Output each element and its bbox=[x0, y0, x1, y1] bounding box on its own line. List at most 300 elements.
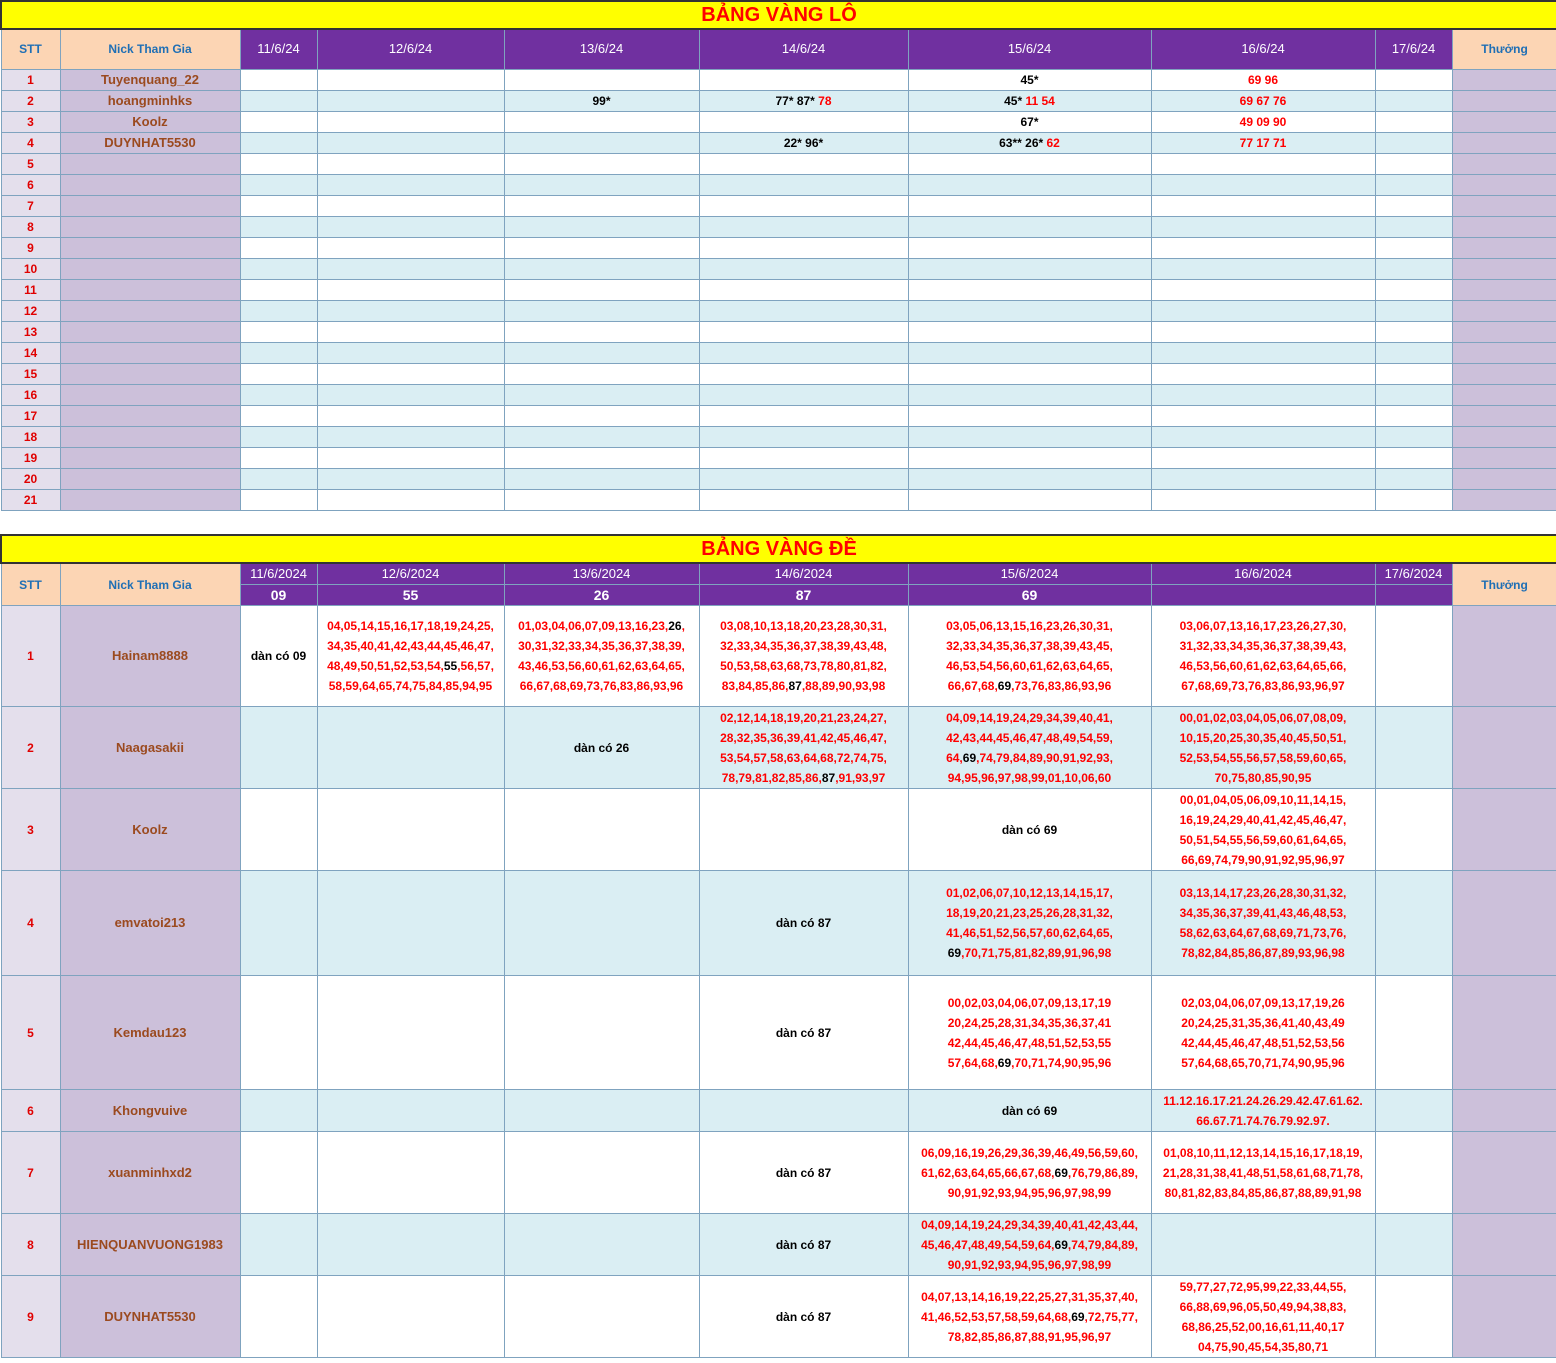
prize-cell bbox=[1452, 1214, 1556, 1276]
entry-cell bbox=[240, 237, 317, 258]
cell-text: 57,64,68, bbox=[947, 1055, 998, 1070]
row-nick: xuanminhxd2 bbox=[60, 1132, 240, 1214]
cell-line bbox=[909, 636, 1151, 656]
entry-cell bbox=[1151, 606, 1375, 707]
entry-cell bbox=[1151, 258, 1375, 279]
entry-cell bbox=[699, 321, 908, 342]
table-row bbox=[1, 707, 1556, 789]
entry-cell bbox=[1151, 279, 1375, 300]
row-stt: 6 bbox=[1, 1090, 60, 1132]
entry-cell bbox=[317, 384, 504, 405]
entry-cell bbox=[317, 132, 504, 153]
entry-cell bbox=[908, 405, 1151, 426]
cell-text: 87 bbox=[788, 679, 802, 693]
cell-text: 04,09,14,19,24,29,34,39,40,41,42,43,44, bbox=[921, 1217, 1138, 1232]
row-nick bbox=[60, 300, 240, 321]
entry-cell bbox=[699, 976, 908, 1090]
cell-text: 28,32,35,36,39,41,42,45,46,47, bbox=[720, 730, 887, 745]
cell-line bbox=[1152, 883, 1375, 903]
entry-cell bbox=[317, 195, 504, 216]
cell-line bbox=[700, 768, 908, 788]
cell-text: 45,46,47,48,49,54,59,64, bbox=[921, 1237, 1055, 1252]
cell-text: dàn có 87 bbox=[775, 1237, 832, 1252]
cell-text: 55 bbox=[443, 659, 458, 673]
cell-text: 69 bbox=[997, 679, 1012, 693]
date-header: 14/6/2024 bbox=[699, 563, 908, 585]
entry-cell bbox=[317, 1132, 504, 1214]
entry-cell bbox=[240, 363, 317, 384]
entry-cell bbox=[504, 1090, 699, 1132]
entry-cell bbox=[240, 426, 317, 447]
entry-cell bbox=[1375, 279, 1452, 300]
date-header: 17/6/2024 bbox=[1375, 563, 1452, 585]
entry-cell bbox=[908, 363, 1151, 384]
entry-cell bbox=[908, 447, 1151, 468]
entry-cell bbox=[504, 707, 699, 789]
prize-cell bbox=[1452, 707, 1556, 789]
cell-line bbox=[909, 1215, 1151, 1235]
cell-text: 20,24,25,31,35,36,41,40,43,49 bbox=[1181, 1015, 1345, 1030]
cell-line bbox=[700, 1163, 908, 1183]
entry-cell bbox=[504, 447, 699, 468]
entry-cell bbox=[504, 342, 699, 363]
entry-cell bbox=[1151, 489, 1375, 510]
table-row bbox=[1, 237, 1556, 258]
result-number: 55 bbox=[317, 585, 504, 606]
cell-text: ,74,79,84,89, bbox=[1067, 1237, 1138, 1252]
cell-line bbox=[700, 656, 908, 676]
date-header: 16/6/2024 bbox=[1151, 563, 1375, 585]
row-nick bbox=[60, 153, 240, 174]
prize-cell bbox=[1452, 871, 1556, 976]
entry-cell bbox=[908, 195, 1151, 216]
cell-line bbox=[505, 738, 699, 758]
table-row bbox=[1, 216, 1556, 237]
cell-text: 61,62,63,64,65,66,67,68, bbox=[921, 1165, 1055, 1180]
cell-text: 66,67,68, bbox=[947, 679, 998, 693]
entry-cell bbox=[1375, 132, 1452, 153]
cell-text: 63** 26* bbox=[999, 135, 1047, 150]
row-stt: 5 bbox=[1, 153, 60, 174]
cell-text: 64, bbox=[946, 750, 963, 765]
table-row bbox=[1, 153, 1556, 174]
cell-line bbox=[909, 820, 1151, 840]
cell-line bbox=[318, 616, 504, 636]
table-row bbox=[1, 1132, 1556, 1214]
cell-line bbox=[700, 748, 908, 768]
row-stt: 9 bbox=[1, 1276, 60, 1358]
cell-line bbox=[909, 993, 1151, 1013]
cell-line bbox=[1152, 1053, 1375, 1073]
cell-text: ,74,79,84,89,90,91,92,93, bbox=[976, 750, 1113, 765]
cell-line bbox=[909, 1143, 1151, 1163]
entry-cell bbox=[699, 384, 908, 405]
entry-cell bbox=[504, 195, 699, 216]
entry-cell bbox=[1151, 300, 1375, 321]
entry-cell bbox=[1375, 153, 1452, 174]
cell-line bbox=[1152, 810, 1375, 830]
nick-header: Nick Tham Gia bbox=[60, 563, 240, 606]
row-stt: 8 bbox=[1, 216, 60, 237]
entry-cell bbox=[1151, 195, 1375, 216]
cell-line bbox=[505, 636, 699, 656]
entry-cell bbox=[1375, 707, 1452, 789]
table-row bbox=[1, 363, 1556, 384]
entry-cell bbox=[240, 153, 317, 174]
entry-cell bbox=[1375, 976, 1452, 1090]
entry-cell bbox=[699, 111, 908, 132]
cell-text: 32,33,34,35,36,37,38,39,43,48, bbox=[720, 639, 887, 653]
entry-cell bbox=[908, 321, 1151, 342]
cell-line bbox=[1152, 993, 1375, 1013]
cell-text: ,72,75,77, bbox=[1084, 1309, 1138, 1324]
cell-text: 69 96 bbox=[1247, 72, 1279, 87]
entry-cell bbox=[1375, 216, 1452, 237]
date-header: 15/6/2024 bbox=[908, 563, 1151, 585]
cell-text: 83,84,85,86, bbox=[721, 679, 789, 693]
row-stt: 2 bbox=[1, 707, 60, 789]
stt-header: STT bbox=[1, 563, 60, 606]
cell-line bbox=[909, 1307, 1151, 1327]
entry-cell bbox=[317, 258, 504, 279]
cell-line bbox=[1152, 903, 1375, 923]
entry-cell bbox=[317, 174, 504, 195]
cell-text: 22* 96* bbox=[783, 135, 824, 150]
cell-text: 59,77,27,72,95,99,22,33,44,55, bbox=[1179, 1279, 1347, 1294]
entry-cell bbox=[317, 405, 504, 426]
entry-cell bbox=[317, 1090, 504, 1132]
entry-cell bbox=[317, 363, 504, 384]
entry-cell bbox=[908, 300, 1151, 321]
cell-text: 20,24,25,28,31,34,35,36,37,41 bbox=[947, 1015, 1112, 1030]
table-row bbox=[1, 976, 1556, 1090]
cell-line bbox=[1152, 830, 1375, 850]
entry-cell bbox=[504, 69, 699, 90]
table-row bbox=[1, 1276, 1556, 1358]
entry-cell bbox=[504, 606, 699, 707]
prize-cell bbox=[1452, 153, 1556, 174]
row-nick bbox=[60, 216, 240, 237]
nick-header: Nick Tham Gia bbox=[60, 29, 240, 69]
entry-cell bbox=[1375, 174, 1452, 195]
cell-line bbox=[1152, 676, 1375, 696]
cell-line bbox=[909, 728, 1151, 748]
entry-cell bbox=[908, 90, 1151, 111]
entry-cell bbox=[908, 258, 1151, 279]
cell-text: 66,69,74,79,90,91,92,95,96,97 bbox=[1181, 852, 1345, 867]
cell-text: 04,09,14,19,24,29,34,39,40,41, bbox=[946, 710, 1113, 725]
entry-cell bbox=[504, 258, 699, 279]
entry-cell bbox=[317, 342, 504, 363]
entry-cell bbox=[240, 447, 317, 468]
cell-line bbox=[909, 943, 1151, 963]
entry-cell bbox=[1151, 216, 1375, 237]
row-nick bbox=[60, 237, 240, 258]
row-nick: Tuyenquang_22 bbox=[60, 69, 240, 90]
prize-cell bbox=[1452, 789, 1556, 871]
cell-line bbox=[909, 1013, 1151, 1033]
row-stt: 14 bbox=[1, 342, 60, 363]
row-stt: 18 bbox=[1, 426, 60, 447]
cell-line bbox=[1152, 943, 1375, 963]
cell-line bbox=[700, 1023, 908, 1043]
entry-cell bbox=[1375, 300, 1452, 321]
entry-cell bbox=[699, 153, 908, 174]
entry-cell bbox=[317, 237, 504, 258]
entry-cell bbox=[699, 871, 908, 976]
cell-line bbox=[909, 1163, 1151, 1183]
date-header: 12/6/2024 bbox=[317, 563, 504, 585]
entry-cell bbox=[1375, 1132, 1452, 1214]
prize-cell bbox=[1452, 90, 1556, 111]
cell-text: ,91,93,97 bbox=[835, 770, 886, 785]
entry-cell bbox=[1375, 871, 1452, 976]
entry-cell bbox=[1151, 90, 1375, 111]
cell-line bbox=[1152, 850, 1375, 870]
entry-cell bbox=[504, 300, 699, 321]
lo-table bbox=[0, 0, 1556, 511]
entry-cell bbox=[504, 789, 699, 871]
entry-cell bbox=[317, 976, 504, 1090]
entry-cell bbox=[240, 789, 317, 871]
cell-text: ,56,57, bbox=[457, 659, 494, 673]
cell-text: ,76,79,86,89, bbox=[1067, 1165, 1138, 1180]
stt-header: STT bbox=[1, 29, 60, 69]
row-nick: Koolz bbox=[60, 111, 240, 132]
row-nick: Naagasakii bbox=[60, 707, 240, 789]
entry-cell bbox=[908, 707, 1151, 789]
entry-cell bbox=[1151, 871, 1375, 976]
prize-cell bbox=[1452, 447, 1556, 468]
cell-line bbox=[318, 676, 504, 696]
entry-cell bbox=[699, 489, 908, 510]
entry-cell bbox=[240, 405, 317, 426]
cell-text: 69 bbox=[997, 1055, 1012, 1070]
cell-text: 42,43,44,45,46,47,48,49,54,59, bbox=[946, 730, 1113, 745]
cell-text: , bbox=[681, 619, 685, 633]
cell-text: 41,46,52,53,57,58,59,64,68, bbox=[921, 1309, 1072, 1324]
cell-line bbox=[241, 646, 317, 666]
entry-cell bbox=[240, 321, 317, 342]
table-row bbox=[1, 426, 1556, 447]
entry-cell bbox=[1151, 342, 1375, 363]
entry-cell bbox=[1151, 237, 1375, 258]
entry-cell bbox=[1375, 606, 1452, 707]
entry-cell bbox=[908, 871, 1151, 976]
cell-text: 03,08,10,13,18,20,23,28,30,31, bbox=[720, 619, 887, 633]
cell-line bbox=[909, 708, 1151, 728]
entry-cell bbox=[908, 489, 1151, 510]
entry-cell bbox=[240, 707, 317, 789]
cell-text: 69 bbox=[1071, 1309, 1085, 1324]
cell-line bbox=[1152, 1143, 1375, 1163]
entry-cell bbox=[240, 132, 317, 153]
cell-text: 52,53,54,55,56,57,58,59,60,65, bbox=[1179, 750, 1347, 765]
cell-line bbox=[909, 676, 1151, 696]
prize-header: Thưởng bbox=[1452, 29, 1556, 69]
table-row bbox=[1, 132, 1556, 153]
entry-cell bbox=[317, 1276, 504, 1358]
cell-line bbox=[909, 1235, 1151, 1255]
entry-cell bbox=[504, 871, 699, 976]
entry-cell bbox=[240, 976, 317, 1090]
row-stt: 1 bbox=[1, 606, 60, 707]
prize-cell bbox=[1452, 405, 1556, 426]
entry-cell bbox=[240, 871, 317, 976]
cell-text: 03,05,06,13,15,16,23,26,30,31, bbox=[946, 619, 1113, 633]
table-row bbox=[1, 279, 1556, 300]
row-nick: emvatoi213 bbox=[60, 871, 240, 976]
entry-cell bbox=[240, 174, 317, 195]
row-nick: hoangminhks bbox=[60, 90, 240, 111]
entry-cell bbox=[504, 279, 699, 300]
entry-cell bbox=[240, 606, 317, 707]
entry-cell bbox=[504, 384, 699, 405]
row-stt: 8 bbox=[1, 1214, 60, 1276]
entry-cell bbox=[1151, 789, 1375, 871]
cell-text: dàn có 69 bbox=[1001, 822, 1058, 837]
entry-cell bbox=[1151, 111, 1375, 132]
entry-cell bbox=[699, 789, 908, 871]
prize-cell bbox=[1452, 321, 1556, 342]
cell-text: 53,54,57,58,63,64,68,72,74,75, bbox=[720, 750, 887, 765]
row-stt: 1 bbox=[1, 69, 60, 90]
cell-line bbox=[1152, 1091, 1375, 1111]
cell-text: 42,44,45,46,47,48,51,52,53,55 bbox=[947, 1035, 1112, 1050]
cell-line bbox=[1152, 1337, 1375, 1357]
cell-text: 11 54 bbox=[1025, 93, 1055, 108]
cell-text: 78,79,81,82,85,86, bbox=[721, 770, 822, 785]
row-nick: Hainam8888 bbox=[60, 606, 240, 707]
prize-cell bbox=[1452, 606, 1556, 707]
entry-cell bbox=[240, 300, 317, 321]
entry-cell bbox=[1375, 69, 1452, 90]
date-header: 11/6/2024 bbox=[240, 563, 317, 585]
cell-text: 87 bbox=[821, 770, 836, 785]
cell-text: 01,03,04,06,07,09,13,16,23, bbox=[518, 619, 669, 633]
cell-text: 34,35,40,41,42,43,44,45,46,47, bbox=[327, 639, 494, 653]
cell-text: 10,15,20,25,30,35,40,45,50,51, bbox=[1179, 730, 1347, 745]
cell-text: dàn có 87 bbox=[775, 916, 832, 930]
entry-cell bbox=[1151, 707, 1375, 789]
cell-line bbox=[1152, 748, 1375, 768]
cell-line bbox=[909, 616, 1151, 636]
cell-text: dàn có 26 bbox=[573, 740, 630, 755]
cell-text: 45* bbox=[1020, 72, 1039, 87]
row-stt: 15 bbox=[1, 363, 60, 384]
entry-cell bbox=[240, 216, 317, 237]
de-title: BẢNG VÀNG ĐỀ bbox=[1, 535, 1556, 563]
cell-line bbox=[1152, 1317, 1375, 1337]
cell-text: 32,33,34,35,36,37,38,39,43,45, bbox=[946, 639, 1113, 653]
entry-cell bbox=[317, 789, 504, 871]
entry-cell bbox=[504, 90, 699, 111]
entry-cell bbox=[908, 976, 1151, 1090]
entry-cell bbox=[1375, 1090, 1452, 1132]
prize-cell bbox=[1452, 489, 1556, 510]
cell-text: 69 bbox=[1054, 1165, 1068, 1180]
cell-text: 66,67,68,69,73,76,83,86,93,96 bbox=[519, 679, 684, 693]
date-header: 17/6/24 bbox=[1375, 29, 1452, 69]
entry-cell bbox=[1375, 342, 1452, 363]
entry-cell bbox=[908, 237, 1151, 258]
cell-text: 67,68,69,73,76,83,86,93,96,97 bbox=[1181, 679, 1345, 693]
entry-cell bbox=[1151, 1132, 1375, 1214]
entry-cell bbox=[504, 237, 699, 258]
entry-cell bbox=[504, 153, 699, 174]
cell-line bbox=[1152, 1163, 1375, 1183]
result-number: 09 bbox=[240, 585, 317, 606]
cell-text: 77* 87* bbox=[775, 93, 819, 108]
cell-text: 78,82,84,85,86,87,89,93,96,98 bbox=[1181, 946, 1345, 960]
prize-cell bbox=[1452, 342, 1556, 363]
cell-text: 21,28,31,38,41,48,51,58,61,68,71,78, bbox=[1162, 1165, 1364, 1180]
cell-line bbox=[505, 656, 699, 676]
result-number: 87 bbox=[699, 585, 908, 606]
cell-text: 94,95,96,97,98,99,01,10,06,60 bbox=[947, 770, 1112, 785]
prize-cell bbox=[1452, 1276, 1556, 1358]
entry-cell bbox=[908, 216, 1151, 237]
entry-cell bbox=[908, 174, 1151, 195]
cell-text: 69 67 76 bbox=[1239, 93, 1287, 108]
table-row bbox=[1, 111, 1556, 132]
entry-cell bbox=[908, 342, 1151, 363]
entry-cell bbox=[699, 447, 908, 468]
entry-cell bbox=[1375, 468, 1452, 489]
prize-cell bbox=[1452, 132, 1556, 153]
cell-text: 00,01,04,05,06,09,10,11,14,15, bbox=[1179, 792, 1347, 807]
entry-cell bbox=[240, 1132, 317, 1214]
row-stt: 5 bbox=[1, 976, 60, 1090]
cell-text: dàn có 69 bbox=[1001, 1103, 1058, 1118]
cell-text: 04,75,90,45,54,35,80,71 bbox=[1197, 1339, 1329, 1354]
table-row bbox=[1, 405, 1556, 426]
cell-text: 58,62,63,64,67,68,69,71,73,76, bbox=[1179, 926, 1347, 940]
row-stt: 13 bbox=[1, 321, 60, 342]
cell-text: 50,53,58,63,68,73,78,80,81,82, bbox=[720, 659, 887, 673]
row-stt: 11 bbox=[1, 279, 60, 300]
cell-line bbox=[1152, 1183, 1375, 1203]
entry-cell bbox=[504, 1276, 699, 1358]
cell-text: 00,01,02,03,04,05,06,07,08,09, bbox=[1179, 710, 1347, 725]
entry-cell bbox=[1375, 405, 1452, 426]
row-nick: Kemdau123 bbox=[60, 976, 240, 1090]
table-row bbox=[1, 342, 1556, 363]
cell-line bbox=[909, 883, 1151, 903]
prize-cell bbox=[1452, 237, 1556, 258]
cell-line bbox=[1152, 1297, 1375, 1317]
cell-text: 66.67.71.74.76.79.92.97. bbox=[1196, 1113, 1330, 1128]
entry-cell bbox=[504, 1132, 699, 1214]
cell-text: 04,07,13,14,16,19,22,25,27,31,35,37,40, bbox=[921, 1289, 1138, 1304]
entry-cell bbox=[699, 216, 908, 237]
row-stt: 2 bbox=[1, 90, 60, 111]
entry-cell bbox=[908, 1132, 1151, 1214]
cell-line bbox=[700, 1307, 908, 1327]
entry-cell bbox=[317, 447, 504, 468]
cell-text: 01,02,06,07,10,12,13,14,15,17, bbox=[946, 886, 1113, 900]
cell-text: 31,32,33,34,35,36,37,38,39,43, bbox=[1179, 639, 1347, 653]
table-row bbox=[1, 468, 1556, 489]
entry-cell bbox=[908, 1214, 1151, 1276]
cell-line bbox=[700, 616, 908, 636]
entry-cell bbox=[1151, 976, 1375, 1090]
cell-text: 68,86,25,52,00,16,61,11,40,17 bbox=[1181, 1319, 1345, 1334]
entry-cell bbox=[240, 69, 317, 90]
cell-line bbox=[909, 1183, 1151, 1203]
entry-cell bbox=[908, 1090, 1151, 1132]
cell-line bbox=[1152, 708, 1375, 728]
